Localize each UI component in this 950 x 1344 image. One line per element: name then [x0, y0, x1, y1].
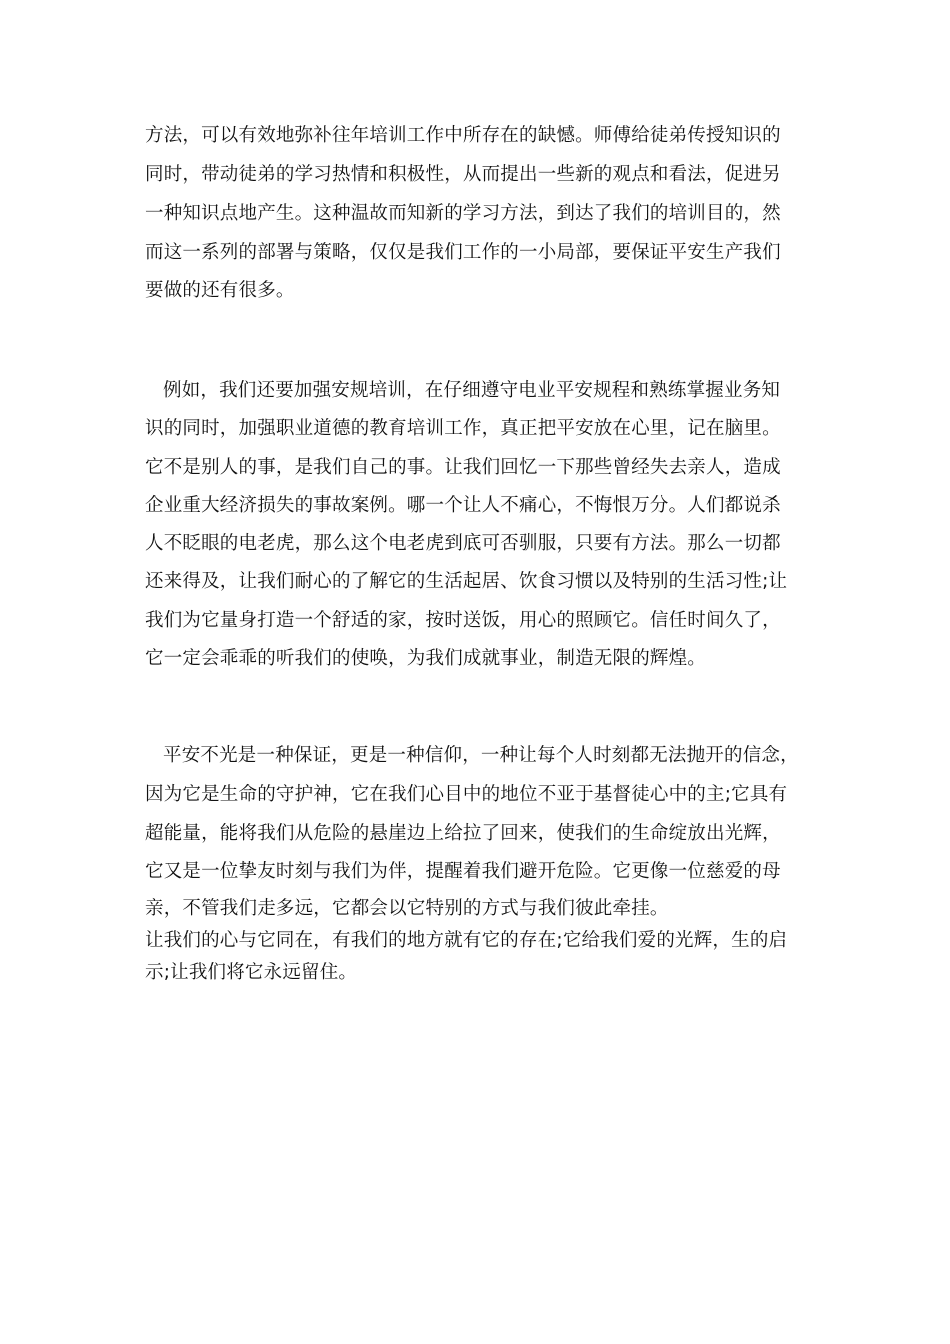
text-line: 我们为它量身打造一个舒适的家，按时送饭，用心的照顾它。信任时间久了，: [145, 610, 781, 631]
text-line: 一种知识点地产生。这种温故而知新的学习方法，到达了我们的培训目的，然: [145, 203, 781, 224]
text-line: 示;让我们将它永远留住。: [145, 962, 358, 983]
text-line: 方法，可以有效地弥补往年培训工作中所存在的缺憾。师傅给徒弟传授知识的: [145, 125, 781, 146]
text-line: 还来得及，让我们耐心的了解它的生活起居、饮食习惯以及特别的生活习性;让: [145, 571, 788, 592]
text-line: 人不眨眼的电老虎，那么这个电老虎到底可否驯服，只要有方法。那么一切都: [145, 533, 781, 554]
text-line: 要做的还有很多。: [145, 280, 295, 301]
text-line: 因为它是生命的守护神，它在我们心目中的地位不亚于基督徒心中的主;它具有: [145, 784, 788, 805]
text-line: 亲，不管我们走多远，它都会以它特别的方式与我们彼此牵挂。: [145, 898, 669, 919]
text-line: 而这一系列的部署与策略，仅仅是我们工作的一小局部，要保证平安生产我们: [145, 242, 781, 263]
text-line: 超能量，能将我们从危险的悬崖边上给拉了回来，使我们的生命绽放出光辉，: [145, 823, 781, 844]
text-line: 它又是一位挚友时刻与我们为伴，提醒着我们避开危险。它更像一位慈爱的母: [145, 861, 781, 882]
text-line: 识的同时，加强职业道德的教育培训工作，真正把平安放在心里，记在脑里。: [145, 418, 781, 439]
text-line: 例如，我们还要加强安规培训，在仔细遵守电业平安规程和熟练掌握业务知: [163, 380, 781, 401]
text-line: 它一定会乖乖的听我们的使唤，为我们成就事业，制造无限的辉煌。: [145, 648, 707, 669]
text-line: 让我们的心与它同在，有我们的地方就有它的存在;它给我们爱的光辉，生的启: [145, 930, 788, 951]
text-line: 企业重大经济损失的事故案例。哪一个让人不痛心，不悔恨万分。人们都说杀: [145, 495, 781, 516]
text-line: 它不是别人的事，是我们自己的事。让我们回忆一下那些曾经失去亲人，造成: [145, 457, 781, 478]
text-line: 平安不光是一种保证，更是一种信仰，一种让每个人时刻都无法抛开的信念，: [163, 745, 799, 766]
text-line: 同时，带动徒弟的学习热情和积极性，从而提出一些新的观点和看法，促进另: [145, 164, 781, 185]
